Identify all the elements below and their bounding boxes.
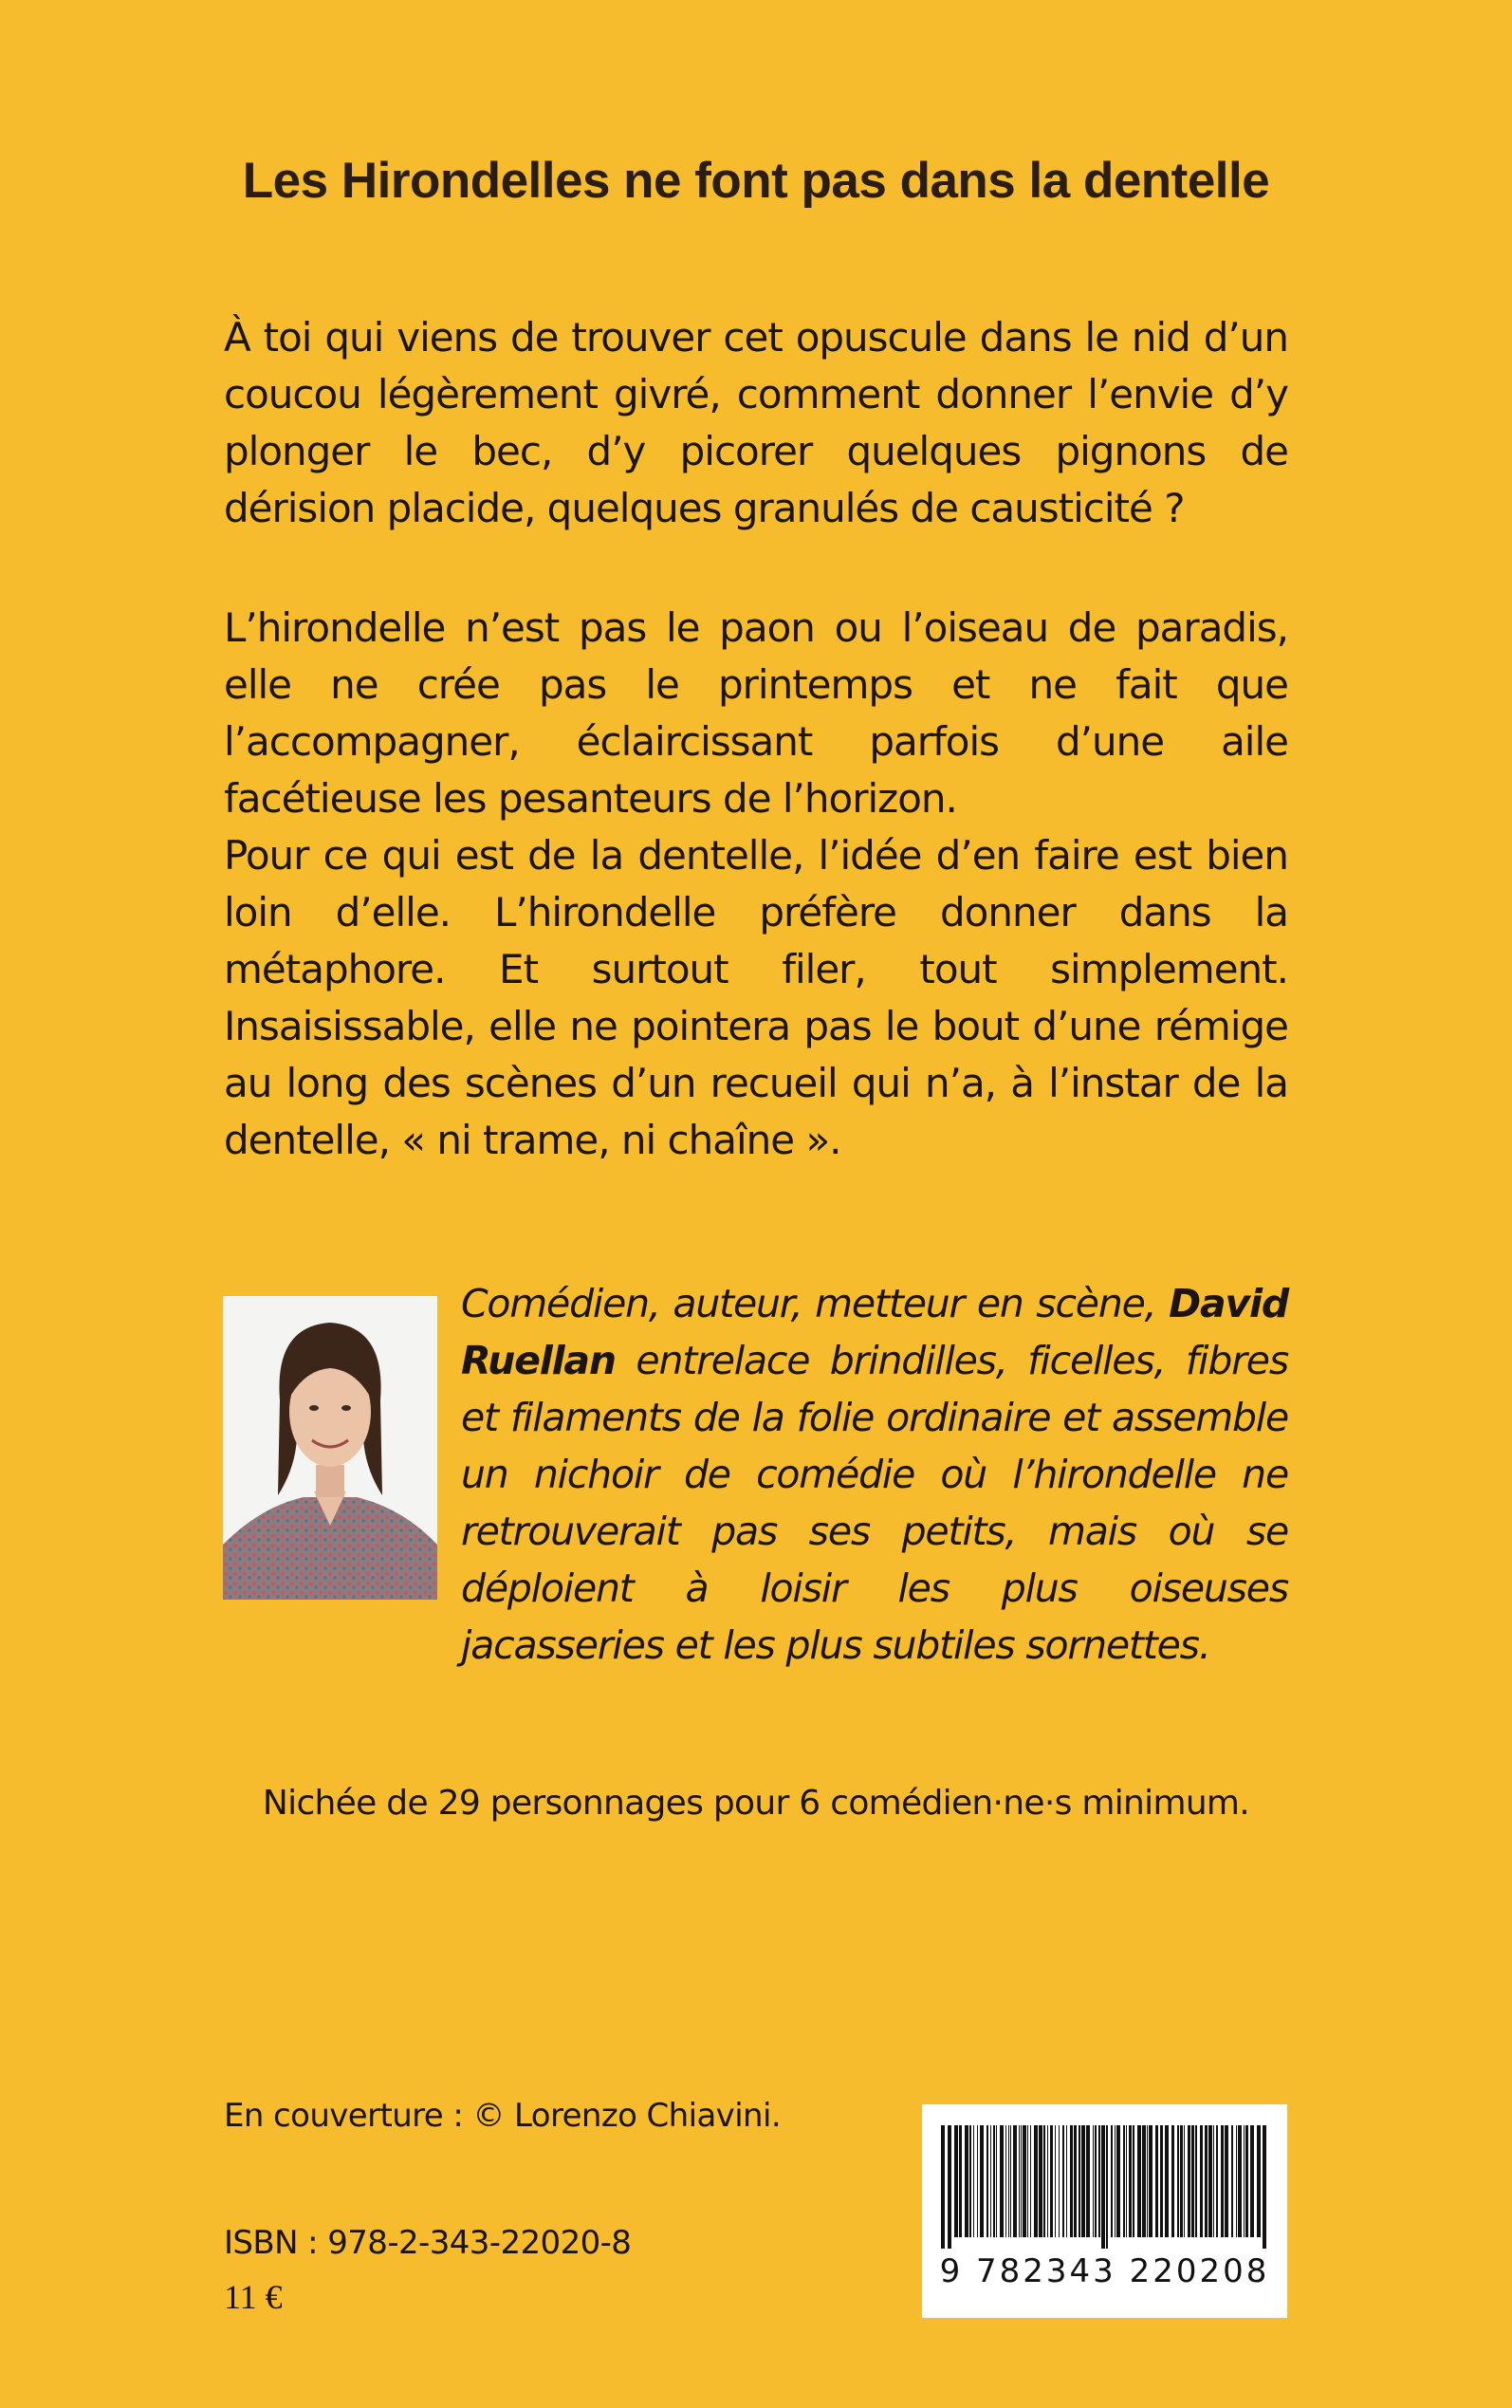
barcode-bar — [1034, 2125, 1038, 2237]
barcode-bar — [1086, 2125, 1090, 2237]
barcode-bar — [1133, 2125, 1134, 2237]
barcode-bar — [1191, 2125, 1194, 2237]
barcode-bar — [1177, 2125, 1179, 2237]
barcode-bar — [1250, 2125, 1254, 2237]
barcode-bar — [1008, 2125, 1009, 2237]
barcode-bar — [1236, 2125, 1237, 2237]
barcode-bar — [969, 2125, 971, 2237]
barcode-bar — [1184, 2125, 1185, 2237]
author-photo — [223, 1296, 437, 1600]
barcode-bar — [1115, 2125, 1116, 2237]
barcode-bar — [1213, 2125, 1214, 2237]
barcode-bar — [1023, 2125, 1026, 2237]
barcode-bar — [1188, 2125, 1190, 2237]
cover-credit: En couverture : © Lorenzo Chiavini. — [224, 2097, 782, 2135]
barcode-bar — [941, 2125, 945, 2249]
barcode-bar — [1155, 2125, 1158, 2237]
barcode-bar — [1245, 2125, 1248, 2237]
barcode-bar — [1195, 2125, 1197, 2237]
barcode-bar — [1101, 2125, 1105, 2249]
barcode-bar — [1257, 2125, 1261, 2237]
barcode-bar — [1081, 2125, 1085, 2237]
barcode-bar — [980, 2125, 984, 2237]
barcode-bar — [1208, 2125, 1212, 2237]
author-bio — [461, 1275, 1288, 1674]
barcode-bar — [1079, 2125, 1080, 2237]
barcode-bar — [959, 2125, 962, 2237]
barcode-bar — [996, 2125, 997, 2237]
barcode-bar — [1106, 2125, 1108, 2249]
barcode-bar — [1010, 2125, 1011, 2237]
barcode-bar — [1005, 2125, 1006, 2237]
barcode-bar — [1221, 2125, 1224, 2237]
barcode-bar — [1116, 2125, 1120, 2237]
barcode-number: 9 782343 220208 — [939, 2252, 1270, 2290]
barcode-bar — [1126, 2125, 1127, 2237]
cast-note: Nichée de 29 personnages pour 6 comédien·ne·s minimum. — [262, 1784, 1250, 1823]
barcode-bar — [1205, 2125, 1208, 2237]
barcode-bar — [1095, 2125, 1097, 2237]
barcode-bar — [1098, 2125, 1100, 2237]
barcode-bar — [1019, 2125, 1020, 2237]
bio-rest: entrelace brindilles, ficelles, fibres et filaments de la folie ordinaire et assemble un nichoir de comédie où l’hirondelle ne retrouverait pas ses petits, mais où se déploient à loisir les plus oiseuses jacasseries et les plus subtiles sornettes. — [461, 1338, 1288, 1668]
barcode-bar — [1165, 2125, 1169, 2237]
barcode-bar — [1021, 2125, 1022, 2237]
barcode-bar — [1263, 2125, 1266, 2249]
barcode-bar — [1111, 2125, 1113, 2237]
barcode-bar — [1225, 2125, 1228, 2237]
bio-intro: Comédien, auteur, metteur en scène, — [461, 1281, 1156, 1326]
barcode-bar — [1093, 2125, 1094, 2237]
barcode-bar — [1244, 2125, 1245, 2237]
blurb-paragraph-1: À toi qui viens de trouver cet opuscule dans le nid d’un coucou légèrement givré, comment donner l’envie d’y plonger le bec, d’y picorer quelques pignons de dérision placide, quelques granulés de causticité ? — [224, 314, 1288, 531]
barcode-bar — [1142, 2125, 1146, 2237]
barcode-bar — [1238, 2125, 1242, 2237]
barcode-bar — [1171, 2125, 1174, 2237]
price: 11 € — [224, 2278, 283, 2316]
barcode-bar — [990, 2125, 991, 2237]
barcode-bar — [1160, 2125, 1163, 2237]
barcode-bar — [1180, 2125, 1183, 2237]
barcode-bar — [954, 2125, 958, 2237]
barcode-bar — [1050, 2125, 1053, 2237]
barcode — [922, 2104, 1287, 2318]
barcode-bar — [1070, 2125, 1073, 2237]
barcode-bar — [1055, 2125, 1056, 2237]
barcode-bar — [1200, 2125, 1203, 2237]
barcode-bar — [1137, 2125, 1141, 2237]
book-title: Les Hirondelles ne font pas dans la dentelle — [242, 153, 1270, 209]
barcode-bar — [1074, 2125, 1077, 2237]
barcode-bar — [1047, 2125, 1048, 2237]
barcode-bar — [1030, 2125, 1031, 2237]
barcode-bar — [965, 2125, 968, 2237]
blurb-paragraph-2: L’hirondelle n’est pas le paon ou l’oiseau de paradis, elle ne crée pas le printemps et ne fait que l’accompagner, éclaircissant parfois d’une aile facétieuse les pesanteurs de l’horizon. — [224, 604, 1288, 822]
isbn: ISBN : 978-2-343-22020-8 — [224, 2224, 632, 2262]
barcode-bar — [1013, 2125, 1017, 2237]
barcode-bar — [1062, 2125, 1064, 2237]
barcode-bar — [1149, 2125, 1152, 2237]
barcode-bar — [1216, 2125, 1218, 2237]
barcode-bar — [1043, 2125, 1045, 2237]
blurb-paragraph-3: Pour ce qui est de la dentelle, l’idée d’en faire est bien loin d’elle. L’hirondelle préfère donner dans la métaphore. Et surtout filer, tout simplement. Insaisissable, elle ne pointera pas le bout d’une rémige au long des scènes d’un recueil qui n’a, à l’instar de la dentelle, « ni trame, ni chaîne ». — [224, 832, 1288, 1163]
barcode-bars — [937, 2125, 1272, 2249]
barcode-bar — [1000, 2125, 1004, 2237]
barcode-bar — [977, 2125, 978, 2237]
barcode-bar — [993, 2125, 995, 2237]
barcode-bar — [1027, 2125, 1028, 2237]
barcode-bar — [1147, 2125, 1148, 2237]
barcode-bar — [1123, 2125, 1125, 2237]
barcode-bar — [1039, 2125, 1042, 2237]
barcode-bar — [1066, 2125, 1067, 2237]
barcode-bar — [973, 2125, 974, 2237]
author-name: David Ruellan — [461, 1281, 1288, 1383]
barcode-bar — [1129, 2125, 1132, 2237]
barcode-bar — [986, 2125, 988, 2237]
barcode-bar — [1059, 2125, 1060, 2237]
barcode-bar — [1231, 2125, 1233, 2237]
barcode-bar — [948, 2125, 951, 2249]
